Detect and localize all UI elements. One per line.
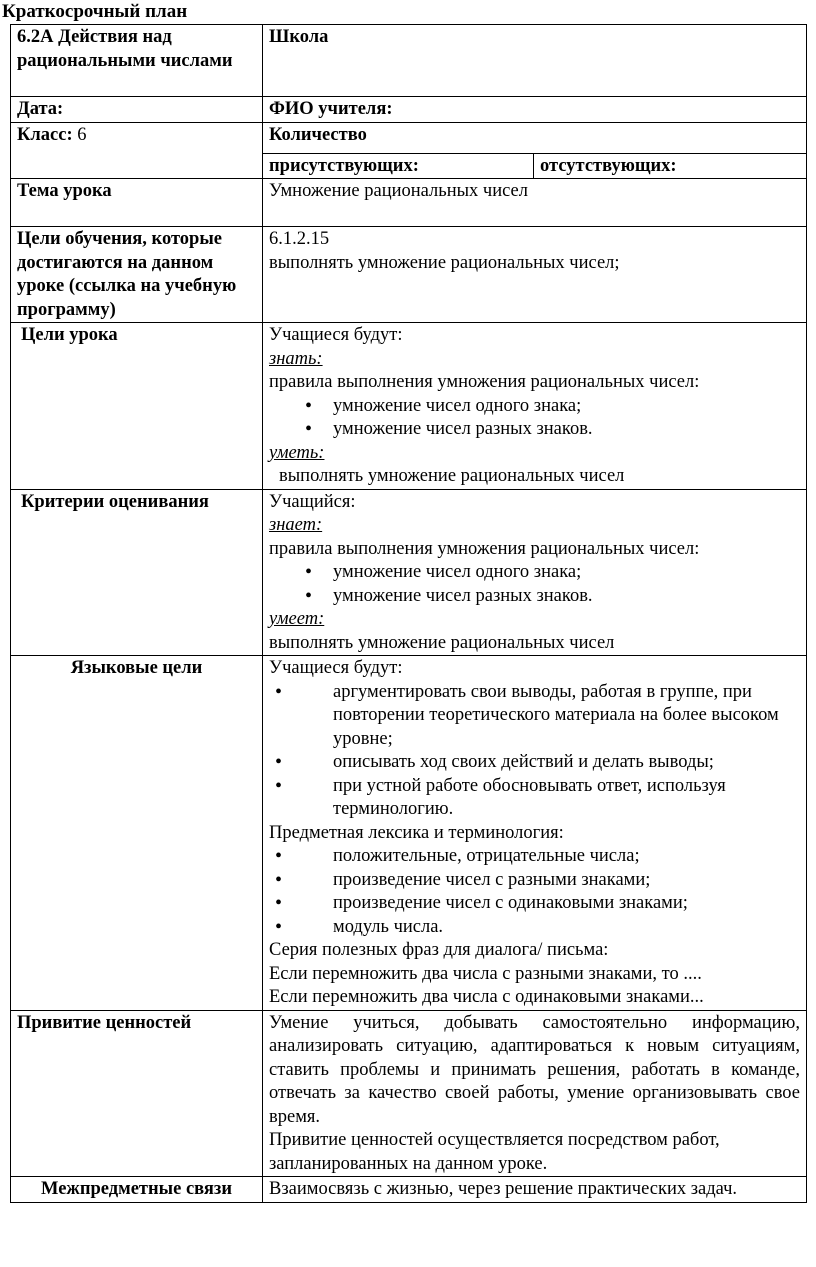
- lesson-goals-intro: Учащиеся будут:: [269, 325, 403, 345]
- lesson-goals-bullet: • умножение чисел разных знаков.: [269, 418, 800, 442]
- criteria-know-label: знает:: [269, 515, 323, 535]
- header-row-date: [11, 97, 807, 123]
- language-bullet: • описывать ход своих действий и делать выводы;: [269, 751, 800, 775]
- language-phrase: Если перемножить два числа с разными знаками, то ....: [269, 963, 702, 984]
- interdisciplinary-row: [11, 1177, 807, 1203]
- criteria-know-text: правила выполнения умножения рациональных чисел:: [269, 538, 700, 559]
- language-bullet: • при устной работе обосновывать ответ, используя терминологию.: [269, 775, 800, 822]
- lesson-goals-row: [11, 323, 807, 490]
- language-bullet: • аргументировать свои выводы, работая в группе, при повторении теоретического материала на более высоком уровне;: [269, 681, 800, 752]
- language-label: Языковые цели: [11, 656, 263, 1011]
- values-label: Привитие ценностей: [11, 1010, 263, 1177]
- criteria-bullet: • умножение чисел разных знаков.: [269, 585, 800, 609]
- lesson-plan-table: [10, 24, 807, 1203]
- count-label: Количество: [263, 122, 807, 153]
- subject-cell: 6.2А Действия над рациональными числами: [11, 25, 263, 97]
- values-cell: [263, 1010, 807, 1177]
- absent-label: отсутствующих:: [534, 153, 807, 179]
- objectives-cell: [263, 227, 807, 323]
- language-cell: [263, 656, 807, 1011]
- language-phrase: Если перемножить два числа с одинаковыми знаками...: [269, 987, 704, 1007]
- values-text: Умение учиться, добывать самостоятельно информацию, анализировать ситуацию, адаптироваться к новым ситуациям, ставить проблемы и принимать решения, работать в команде, отвечать за качество своей работы, умение организовывать свое время.: [269, 1012, 800, 1127]
- date-label: Дата:: [11, 97, 263, 123]
- language-vocab-label: Предметная лексика и терминология:: [269, 822, 564, 843]
- criteria-row: [11, 489, 807, 656]
- school-cell: Школа: [263, 25, 807, 97]
- criteria-cell: [263, 489, 807, 656]
- header-row-subject: [11, 25, 807, 97]
- lesson-goals-label: Цели урока: [11, 323, 263, 490]
- class-cell: [11, 122, 263, 179]
- language-phrases-label: Серия полезных фраз для диалога/ письма:: [269, 940, 609, 960]
- lesson-goals-bullet: • умножение чисел одного знака;: [269, 395, 800, 419]
- header-row-class: [11, 122, 807, 153]
- interdisciplinary-label: Межпредметные связи: [11, 1177, 263, 1203]
- lesson-goals-cell: [263, 323, 807, 490]
- language-vocab-item: • произведение чисел с разными знаками;: [269, 869, 800, 893]
- criteria-bullet: • умножение чисел одного знака;: [269, 561, 800, 585]
- lesson-goals-can-text: выполнять умножение рациональных чисел: [279, 466, 625, 486]
- language-vocab-item: • модуль числа.: [269, 916, 800, 940]
- criteria-can-text: выполнять умножение рациональных чисел: [269, 632, 615, 653]
- values-text-2: Привитие ценностей осуществляется посредством работ, запланированных на данном уроке.: [269, 1130, 720, 1174]
- criteria-can-label: умеет:: [269, 609, 325, 629]
- lesson-goals-know-label: знать:: [269, 348, 323, 369]
- topic-value: Умножение рациональных чисел: [263, 179, 807, 227]
- objectives-row: [11, 227, 807, 323]
- present-label: присутствующих:: [263, 153, 534, 179]
- lesson-goals-can-label: уметь:: [269, 442, 325, 463]
- objectives-text: выполнять умножение рациональных чисел;: [269, 252, 620, 273]
- class-label: Класс:: [17, 124, 73, 145]
- values-row: [11, 1010, 807, 1177]
- topic-row: [11, 179, 807, 227]
- objectives-label: Цели обучения, которые достигаются на данном уроке (ссылка на учебную программу): [11, 227, 263, 323]
- interdisciplinary-text: Взаимосвязь с жизнью, через решение практических задач.: [263, 1177, 807, 1203]
- language-intro: Учащиеся будут:: [269, 658, 403, 678]
- criteria-intro: Учащийся:: [269, 491, 356, 512]
- criteria-label: Критерии оценивания: [11, 489, 263, 656]
- language-row: [11, 656, 807, 1011]
- objectives-code: 6.1.2.15: [269, 229, 330, 249]
- language-vocab-item: • положительные, отрицательные числа;: [269, 845, 800, 869]
- class-value: 6: [77, 124, 87, 145]
- teacher-label: ФИО учителя:: [263, 97, 807, 123]
- page-title: Краткосрочный план: [2, 1, 188, 22]
- topic-label: Тема урока: [11, 179, 263, 227]
- lesson-goals-know-text: правила выполнения умножения рациональных чисел:: [269, 372, 700, 392]
- language-vocab-item: • произведение чисел с одинаковыми знаками;: [269, 892, 800, 916]
